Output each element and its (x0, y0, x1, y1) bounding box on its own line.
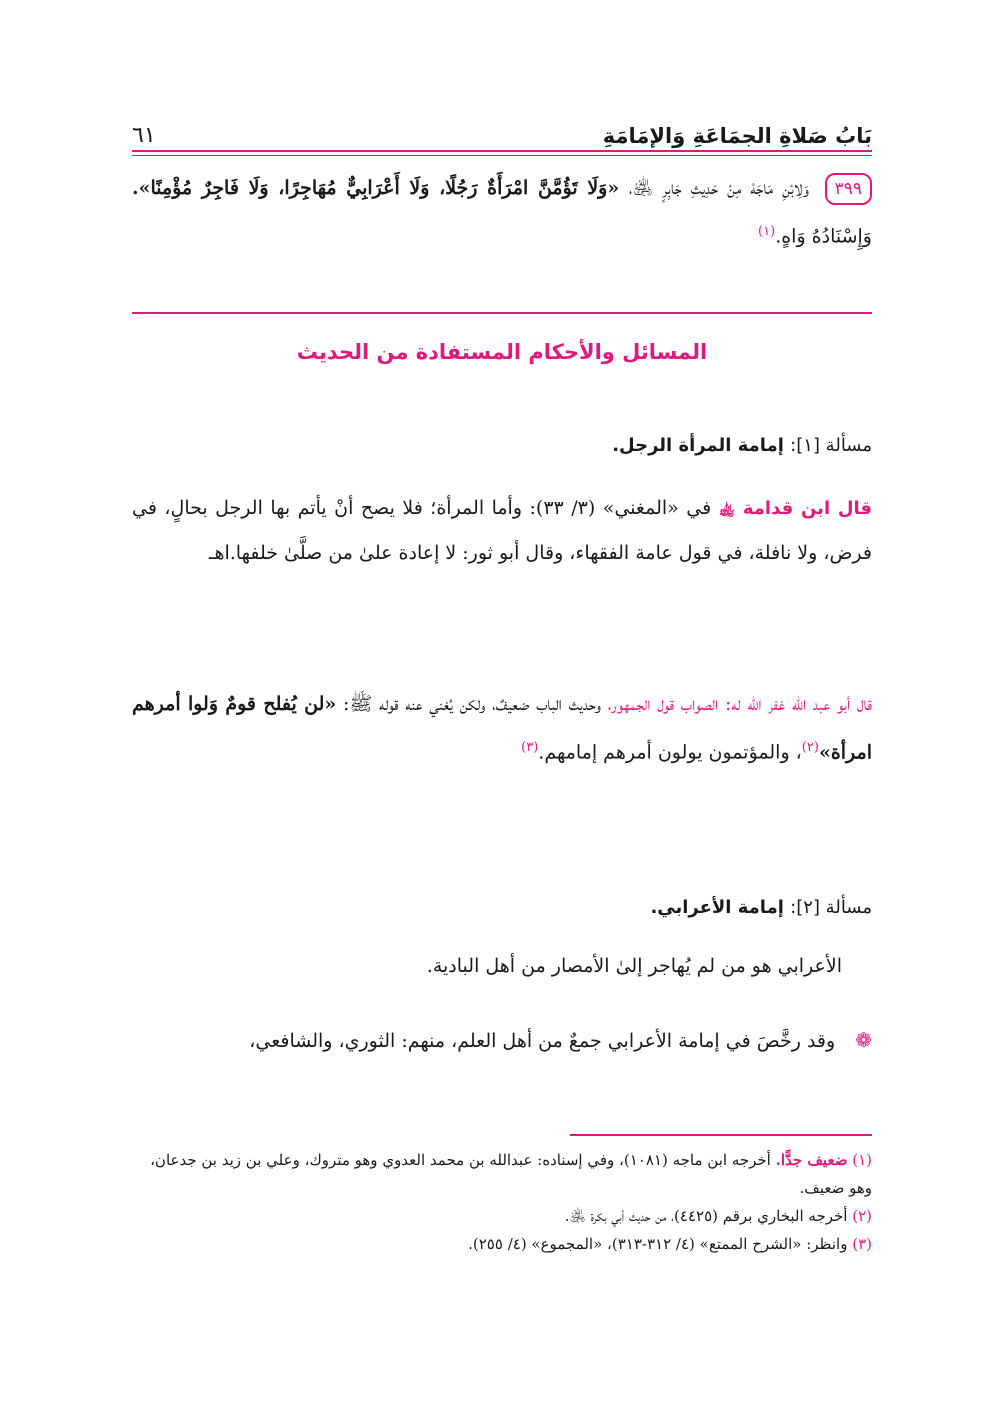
footnote-text: أخرجه ابن ماجه (١٠٨١)، وفي إسناده: عبدالله بن محمد العدوي وهو متروك، وعلي بن زيد بن جدعان، وهو ضعيف. (150, 1151, 872, 1197)
quote-text: في «المغني» (٣/ ٣٣): وأما المرأة؛ فلا يصح أنْ يأتم بها الرجل بحالٍ، في فرض، ولا نافلة، في قول عامة الفقهاء، وقال أبو ثور: لا إعادة علىٰ من صلَّىٰ خلفها.اهـ (132, 497, 872, 564)
hadith-intro: وَلِابْنِ مَاجَهْ مِنْ حَدِيثِ جَابِرٍ ﵁، (628, 177, 809, 199)
footnote-text: أخرجه البخاري برقم (٤٤٢٥)، من حديث أبي بكرة ﵁. (564, 1207, 848, 1225)
hadith-text: «وَلَا تَؤُمَّنَّ امْرَأَةٌ رَجُلًا، وَلَا أَعْرَابِيٌّ مُهَاجِرًا، وَلَا فَاجِرٌ مُؤْمِنًا». (132, 177, 620, 199)
hadith-grading: وَإِسْنَادُهُ وَاهٍ. (775, 225, 872, 248)
author-comment-1: وحديث الباب ضعيفٌ، ولكن يُغني عنه قوله ﷺ: (343, 693, 602, 715)
masala-1-heading (132, 424, 872, 468)
footnote-item (132, 1230, 872, 1258)
header-rule-top (132, 150, 872, 152)
masala-2-definition: الأعرابي هو من لم يُهاجر إلىٰ الأمصار من أهل البادية. (426, 955, 842, 977)
flower-ornament-icon: ❁ (855, 1028, 872, 1052)
footnote-separator (570, 1134, 872, 1136)
quote-author: قال ابن قدامة ﵀ (718, 498, 872, 519)
footnote-grade: ضعيف جدًّا. (775, 1151, 848, 1169)
footnote-number: (١) (852, 1151, 872, 1169)
author-comment-2: ، والمؤتمون يولون أمرهم إمامهم. (538, 741, 802, 764)
header-rule-bottom (132, 155, 872, 156)
footnote-ref: (١) (758, 224, 776, 239)
hadith-rule (132, 312, 872, 314)
masala-label: مسألة [١]: (790, 435, 872, 456)
footnote-ref: (٢) (801, 740, 819, 755)
masala-title: إمامة المرأة الرجل. (612, 435, 784, 456)
footnote-ref: (٣) (521, 740, 539, 755)
ibn-qudama-quote (132, 486, 872, 575)
bullet-text: وقد رخَّصَ في إمامة الأعرابي جمعٌ من أهل العلم، منهم: الثوري، والشافعي، (249, 1030, 836, 1052)
footnote-number: (٢) (852, 1207, 872, 1225)
footnote-number: (٣) (852, 1235, 872, 1253)
page-header (132, 108, 872, 148)
author-comment-hadith: «لن يُفلح قومٌ وَلوا أمرهم امرأة» (132, 693, 872, 764)
hadith-number-badge: ٣٩٩ (825, 173, 872, 205)
masala-label: مسألة [٢]: (790, 897, 872, 918)
footnote-item (132, 1146, 872, 1202)
masala-title: إمامة الأعرابي. (650, 897, 784, 918)
author-comment-label: قال أبو عبد الله غفر الله له: الصواب قول الجمهور، (607, 693, 872, 715)
footnotes (132, 1146, 872, 1258)
chapter-title: بَابُ صَلاةِ الجمَاعَةِ وَالإمَامَةِ (602, 124, 872, 148)
section-title: المسائل والأحكام المستفادة من الحديث (296, 340, 708, 364)
hadith-block (132, 166, 872, 258)
page-number: ٦١ (132, 123, 156, 148)
footnote-text: وانظر: «الشرح الممتع» (٤/ ٣١٢-٣١٣)، «المجموع» (٤/ ٢٥٥). (468, 1235, 848, 1253)
footnote-item (132, 1202, 872, 1230)
masala-2-heading (132, 886, 872, 930)
masala-2-bullet (132, 1018, 872, 1063)
author-comment (132, 682, 872, 774)
